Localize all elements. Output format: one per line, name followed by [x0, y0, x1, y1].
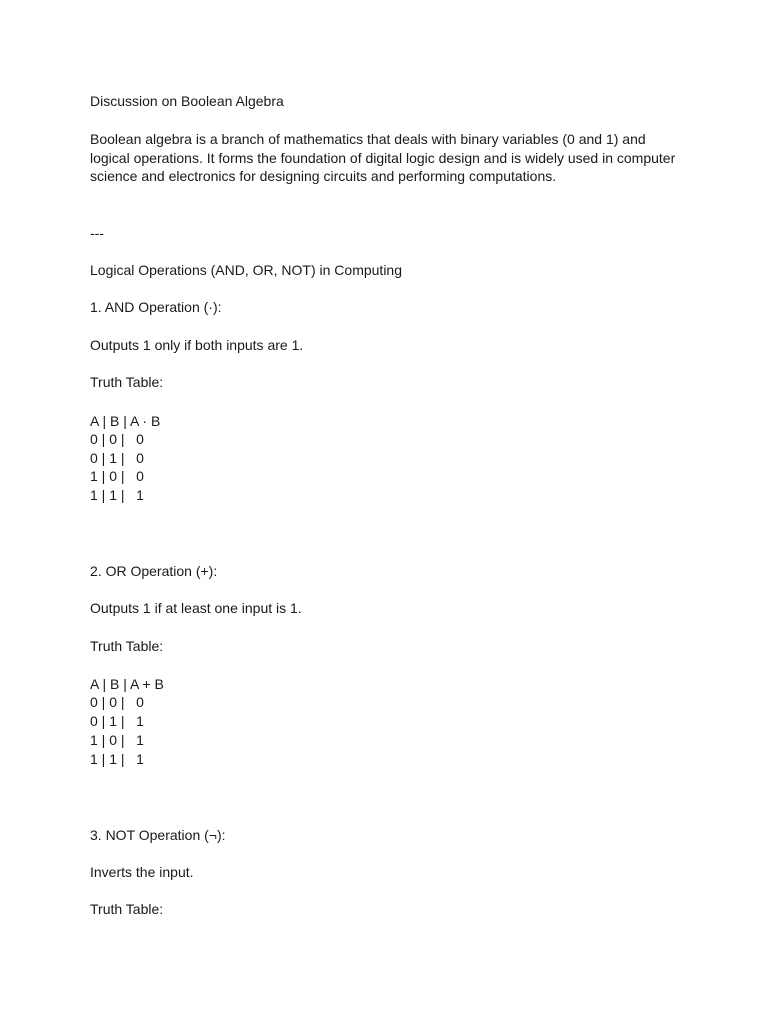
intro-line: science and electronics for designing circuits and performing computations.: [90, 168, 557, 184]
not-table-label: Truth Table:: [90, 901, 164, 917]
or-table-label: Truth Table:: [90, 638, 164, 654]
intro-paragraph: [90, 130, 680, 186]
document-title: Discussion on Boolean Algebra: [90, 93, 284, 109]
section-heading: Logical Operations (AND, OR, NOT) in Computing: [90, 262, 402, 278]
not-description: Inverts the input.: [90, 864, 194, 880]
and-table-row: 0 | 0 | 0: [90, 431, 144, 447]
and-table-header: A | B | A · B: [90, 413, 161, 429]
intro-line: Boolean algebra is a branch of mathematics that deals with binary variables (0 and 1) and: [90, 131, 646, 147]
and-heading: 1. AND Operation (·):: [90, 299, 222, 315]
and-table-label: Truth Table:: [90, 374, 164, 390]
or-table-row: 0 | 1 | 1: [90, 713, 144, 729]
and-description: Outputs 1 only if both inputs are 1.: [90, 337, 304, 353]
and-table-row: 1 | 0 | 0: [90, 468, 144, 484]
or-table-row: 1 | 0 | 1: [90, 732, 144, 748]
not-heading: 3. NOT Operation (¬):: [90, 827, 226, 843]
separator: ---: [90, 225, 104, 241]
or-heading: 2. OR Operation (+):: [90, 563, 218, 579]
or-table-row: 1 | 1 | 1: [90, 751, 144, 767]
or-table-header: A | B | A + B: [90, 676, 164, 692]
or-description: Outputs 1 if at least one input is 1.: [90, 600, 302, 616]
intro-line: logical operations. It forms the foundation of digital logic design and is widely used in computer: [90, 149, 676, 166]
and-table-row: 0 | 1 | 0: [90, 450, 144, 466]
or-table-row: 0 | 0 | 0: [90, 694, 144, 710]
and-table-row: 1 | 1 | 1: [90, 487, 144, 503]
